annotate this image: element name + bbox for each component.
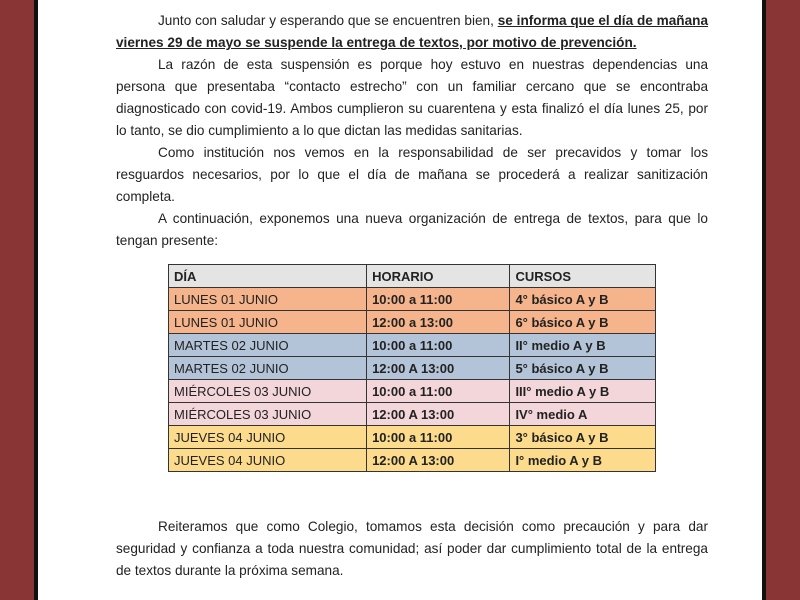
table-row	[169, 311, 656, 334]
cell-day: MIÉRCOLES 03 JUNIO	[169, 380, 367, 403]
cell-day: LUNES 01 JUNIO	[169, 288, 367, 311]
table-row	[169, 380, 656, 403]
cell-day: MIÉRCOLES 03 JUNIO	[169, 403, 367, 426]
suspension-announcement: se informa que el día de mañana viernes 29 de mayo se suspende la entrega de textos, por motivo de prevención.	[116, 13, 709, 50]
table-row	[169, 288, 656, 311]
header-day: DÍA	[169, 265, 367, 288]
header-time: HORARIO	[367, 265, 510, 288]
table-row	[169, 357, 656, 380]
cell-time: 12:00 a 13:00	[367, 311, 510, 334]
cell-course: IV° medio A	[510, 403, 656, 426]
cell-day: MARTES 02 JUNIO	[169, 357, 367, 380]
cell-time: 10:00 a 11:00	[367, 380, 510, 403]
cell-time: 10:00 a 11:00	[367, 426, 510, 449]
paragraph-suspension-notice	[116, 10, 708, 54]
table-header-row	[169, 265, 656, 288]
cell-course: III° medio A y B	[510, 380, 656, 403]
cell-time: 12:00 A 13:00	[367, 403, 510, 426]
cell-day: JUEVES 04 JUNIO	[169, 449, 367, 472]
table-row	[169, 334, 656, 357]
cell-time: 12:00 A 13:00	[367, 449, 510, 472]
table-row	[169, 403, 656, 426]
cell-day: MARTES 02 JUNIO	[169, 334, 367, 357]
paragraph-closing: Reiteramos que como Colegio, tomamos esta decisión como precaución y para dar seguridad y confianza a toda nuestra comunidad; así poder dar cumplimiento total de la entrega de textos durante la próxima semana.	[116, 519, 708, 578]
table-row	[169, 426, 656, 449]
cell-course: II° medio A y B	[510, 334, 656, 357]
paragraph-sanitization: Como institución nos vemos en la responsabilidad de ser precavidos y tomar los resguardos necesarios, por lo que el día de mañana se procederá a realizar sanitización completa.	[116, 145, 708, 204]
cell-course: 3° básico A y B	[510, 426, 656, 449]
cell-course: 5° básico A y B	[510, 357, 656, 380]
cell-day: LUNES 01 JUNIO	[169, 311, 367, 334]
cell-course: 4° básico A y B	[510, 288, 656, 311]
cell-course: 6° básico A y B	[510, 311, 656, 334]
delivery-schedule-table	[168, 264, 656, 472]
letter-page	[40, 0, 760, 600]
paragraph-reason: La razón de esta suspensión es porque hoy estuvo en nuestras dependencias una persona que presentaba “contacto estrecho” con un familiar cercano que se encontraba diagnosticado con covid-19. Ambos cumplieron su cuarentena y esta finalizó el día lunes 25, por lo tanto, se dio cumplimiento a lo que dictan las medidas sanitarias.	[116, 57, 708, 138]
cell-day: JUEVES 04 JUNIO	[169, 426, 367, 449]
paragraph-new-schedule-intro: A continuación, exponemos una nueva organización de entrega de textos, para que lo tengan presente:	[116, 211, 708, 248]
cell-time: 10:00 a 11:00	[367, 334, 510, 357]
table-row	[169, 449, 656, 472]
cell-time: 10:00 a 11:00	[367, 288, 510, 311]
cell-time: 12:00 A 13:00	[367, 357, 510, 380]
paragraph-greeting: Junto con saludar y esperando que se encuentren bien,	[158, 13, 498, 28]
cell-course: I° medio A y B	[510, 449, 656, 472]
header-courses: CURSOS	[510, 265, 656, 288]
